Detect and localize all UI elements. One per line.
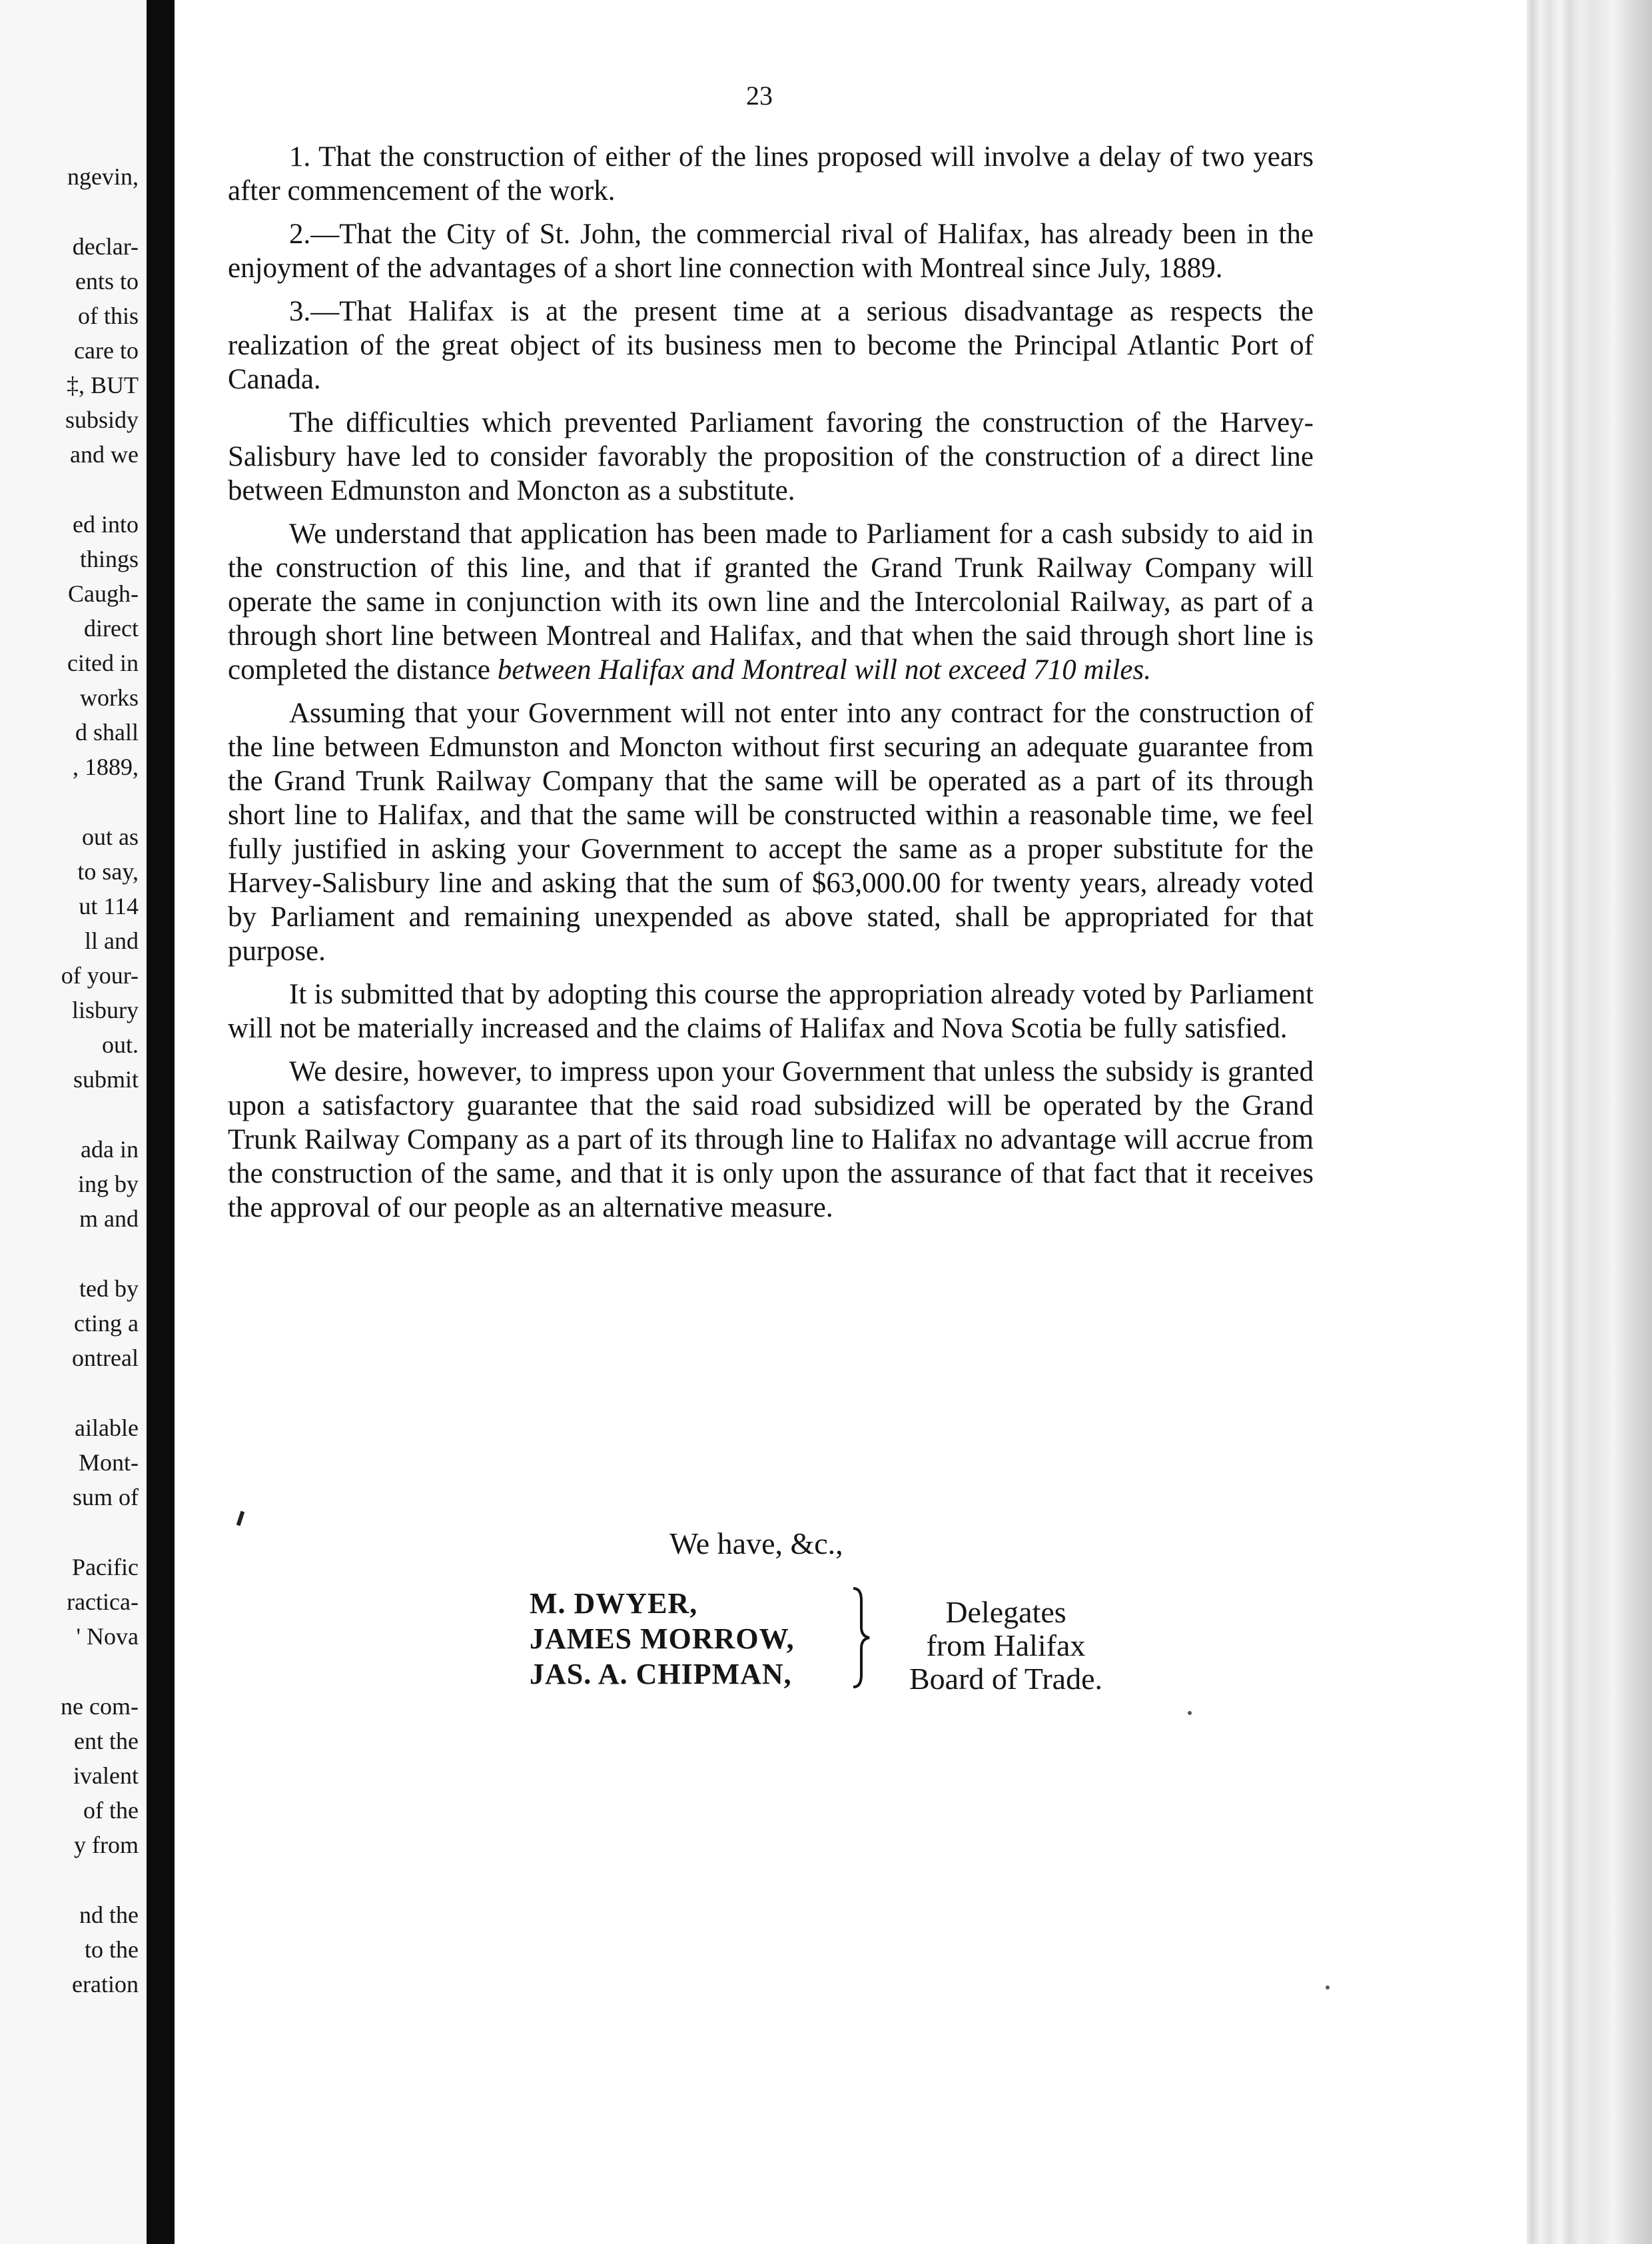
paragraph-7: It is submitted that by adopting this course the appropriation already voted by Parliament will not be materially increased and the claims of Halifax and Nova Scotia be fully satisfied. [228,979,1314,1044]
dust-speck [1326,1985,1330,1989]
paragraph-3: 3.—That Halifax is at the present time at a serious disadvantage as respects the realization of the great object of its business men to become the Principal Atlantic Port of Canada. [228,296,1314,395]
book-gutter [147,0,175,2244]
signer-name: JAS. A. CHIPMAN, [530,1658,792,1690]
page-edges [1527,0,1652,2244]
left-page-text: ents to [75,268,139,294]
letter-body [228,140,1314,1234]
left-page-text: ut 114 [79,893,139,919]
dust-speck [1188,1711,1192,1715]
signers-block [530,1586,795,1692]
left-page-text: ted by [79,1275,139,1302]
closing-salutation: We have, &c., [669,1526,843,1560]
left-page-text: ed into [73,511,139,538]
left-page-text: ailable [75,1414,139,1441]
left-page-text: out as [82,824,139,850]
left-page-text: works [80,684,139,711]
left-page-fragment [0,0,147,2244]
left-page-text: ractica- [67,1588,139,1615]
left-page-text: ngevin, [67,163,139,190]
left-page-text: out. [101,1031,139,1058]
signer-name: M. DWYER, [530,1587,698,1620]
left-page-text: , 1889, [73,754,139,780]
left-page-text: lisbury [71,997,139,1023]
left-page-text: submit [73,1066,139,1093]
paragraph-5-italic: between Halifax and Montreal will not exceed 710 miles. [497,654,1151,686]
left-page-text: ivalent [73,1762,139,1789]
left-page-text: eration [72,1971,139,1997]
left-page-text: ' Nova [76,1623,139,1650]
delegates-line: from Halifax [926,1628,1086,1662]
left-page-text: ada in [81,1136,139,1163]
left-page-text: cting a [74,1310,139,1337]
left-page-text: y from [74,1832,139,1858]
left-page-text: of the [83,1797,139,1824]
left-page-text: ontreal [72,1345,139,1371]
left-page-text: ‡, BUT [67,372,139,398]
paragraph-6: Assuming that your Government will not enter into any contract for the construction of the line between Edmunston and Moncton without first securing an adequate guarantee from the Grand Trunk Railway Company that the same will be operated as a part of its through short line to Halifax, and that the same will be constructed within a reasonable time, we feel fully justified in asking your Government to accept the same as a proper substitute for the Harvey-Salisbury line and asking that the sum of $63,000.00 for twenty years, already voted by Parliament and remaining unexpended as above stated, shall be appropriated for that purpose. [228,698,1314,967]
left-page-text: d shall [75,719,139,746]
paragraph-5 [228,517,1314,687]
page-number: 23 [746,81,773,111]
delegates-line: Board of Trade. [909,1662,1103,1696]
left-page-text: things [79,546,139,572]
paragraph-8: We desire, however, to impress upon your Government that unless the subsidy is granted upon a satisfactory guarantee that the said road subsidized will be operated by the Grand Trunk Railway Company as a part of its through line to Halifax no advantage will accrue from the construction of the same, and that it is only upon the assurance of that fact that it receives the approval of our people as an alternative measure. [228,1056,1314,1223]
left-page-text: Pacific [72,1554,139,1580]
left-page-text: direct [84,615,139,642]
left-page-text: ne com- [61,1693,139,1720]
left-page-text: ll and [85,927,139,954]
left-page-text: of your- [61,962,139,989]
paragraph-5-main: We understand that application has been made to Parliament for a cash subsidy to aid in the construction of this line, and that if granted the Grand Trunk Railway Company will operate the same in conjunction with its own line and the Intercolonial Railway, as part of a through short line between Montreal and Halifax, and that when the said through short line is completed the distance [228,518,1314,686]
left-page-text: Caugh- [68,580,139,607]
left-page-text: nd the [79,1902,139,1928]
left-page-text: cited in [67,650,139,676]
left-page-text: Mont- [79,1449,139,1476]
paragraph-4: The difficulties which prevented Parliament favoring the construction of the Harvey-Salisbury have led to consider favorably the proposition of the construction of a direct line between Edmunston and Moncton as a substitute. [228,407,1314,506]
left-page-text: declar- [72,233,139,260]
paragraph-1: 1. That the construction of either of the lines proposed will involve a delay of two years after commencement of the work. [228,141,1314,207]
left-page-text: ent the [74,1728,139,1754]
left-page-text: sum of [73,1484,139,1510]
signer-name: JAMES MORROW, [530,1622,795,1655]
left-page-text: to the [85,1936,139,1963]
left-page-text: m and [79,1205,139,1232]
paragraph-2: 2.—That the City of St. John, the commercial rival of Halifax, has already been in the enjoyment of the advantages of a short line connection with Montreal since July, 1889. [228,219,1314,284]
left-page-text: and we [70,441,139,468]
left-page-text: subsidy [65,406,139,433]
left-page-text: of this [77,302,139,329]
delegates-line: Delegates [945,1595,1066,1629]
left-page-text: care to [74,337,139,364]
delegates-block [883,1596,1129,1696]
curly-brace-icon [849,1586,872,1690]
left-page-text: to say, [77,858,139,885]
left-page-text: ing by [77,1171,139,1197]
